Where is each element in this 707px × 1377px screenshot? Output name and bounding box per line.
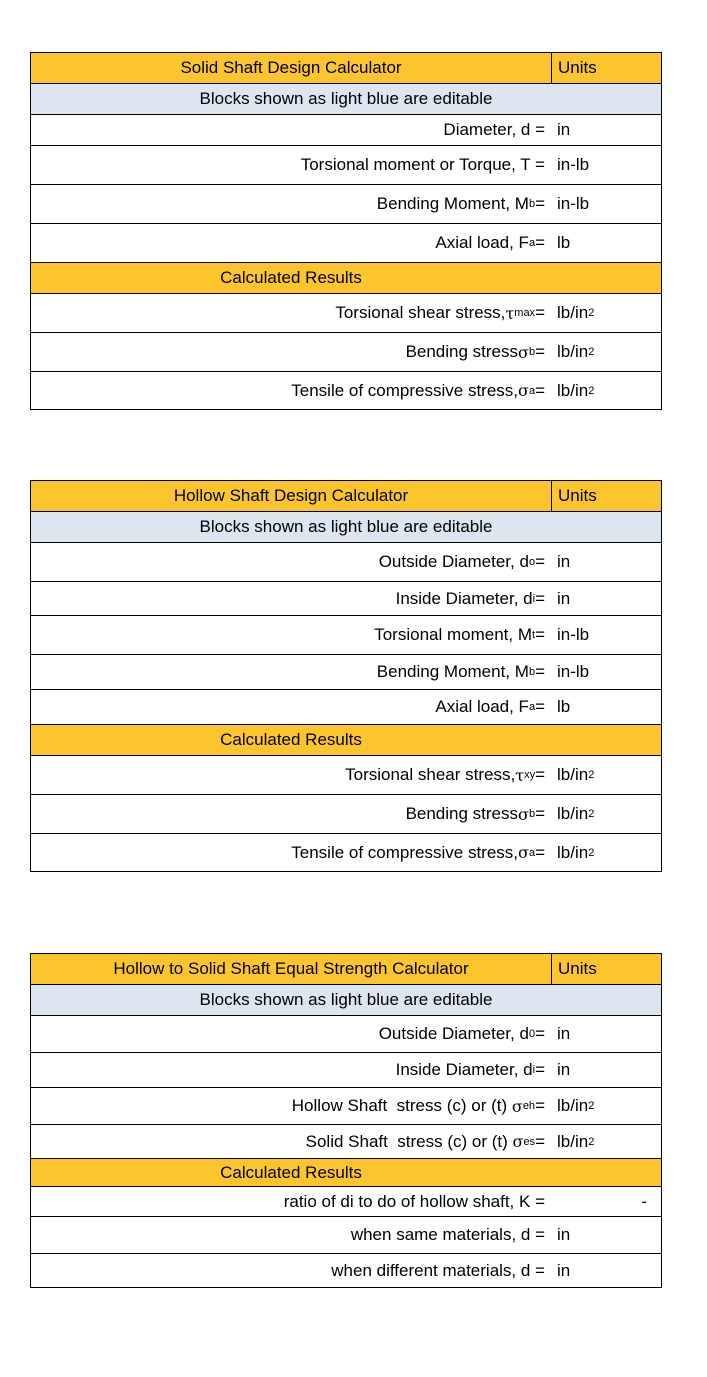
torsional-moment-unit: in-lb: [557, 625, 590, 644]
outside-diameter-row: [30, 1016, 662, 1053]
bending-moment-unit: in-lb: [557, 662, 590, 681]
inside-diameter-row: [30, 582, 662, 616]
axial-load-unit: lb: [557, 697, 571, 716]
same-materials-row: [30, 1217, 662, 1254]
torsional-stress-label: Torsional shear stress, τ max =: [335, 303, 545, 323]
diameter-unit: in: [557, 120, 571, 139]
bending-stress-unit: lb/in 2: [557, 342, 595, 361]
different-materials-label: when different materials, d =: [331, 1260, 545, 1280]
axial-load-label: Axial load, F a =: [435, 697, 545, 716]
tensile-stress-label: Tensile of compressive stress, σ a =: [291, 380, 545, 400]
torsional-stress-row: [30, 756, 662, 795]
bending-stress-unit: lb/in 2: [557, 804, 595, 823]
torsional-stress-unit: lb/in 2: [557, 303, 595, 322]
calculator-title: Solid Shaft Design Calculator: [180, 58, 402, 77]
calculator-title: Hollow to Solid Shaft Equal Strength Calculator: [113, 959, 469, 978]
editable-note: Blocks shown as light blue are editable: [30, 512, 662, 543]
calculated-results-header: Calculated Results: [30, 725, 662, 756]
units-header: Units: [551, 53, 661, 83]
inside-diameter-label: Inside Diameter, d i =: [395, 588, 545, 608]
diameter-label: Diameter, d =: [443, 120, 545, 139]
editable-note: Blocks shown as light blue are editable: [30, 985, 662, 1016]
outside-diameter-label: Outside Diameter, d 0 =: [378, 1024, 545, 1043]
bending-moment-unit: in-lb: [557, 194, 590, 213]
inside-diameter-row: [30, 1053, 662, 1088]
axial-load-row: [30, 690, 662, 725]
torsional-stress-unit: lb/in 2: [557, 765, 595, 784]
bending-moment-label: Bending Moment, M b =: [376, 662, 545, 681]
tensile-stress-unit: lb/in 2: [557, 842, 595, 862]
axial-load-label: Axial load, F a =: [435, 233, 545, 252]
bending-stress-row: [30, 333, 662, 372]
tensile-stress-row: [30, 372, 662, 410]
torque-unit: in-lb: [557, 155, 590, 174]
solid-shaft-calculator: [30, 52, 662, 410]
units-header: Units: [551, 954, 661, 984]
bending-moment-row: [30, 655, 662, 690]
bending-stress-label: Bending stress σ b =: [405, 342, 545, 362]
hollow-shaft-stress-label: Hollow Shaft stress (c) or (t) σ eh =: [291, 1096, 545, 1116]
editable-note: Blocks shown as light blue are editable: [30, 84, 662, 115]
bending-moment-label: Bending Moment, M b =: [376, 194, 545, 213]
outside-diameter-unit: in: [557, 552, 571, 571]
outside-diameter-label: Outside Diameter, d o =: [378, 552, 545, 571]
calculator-header: [30, 954, 662, 985]
tensile-stress-label: Tensile of compressive stress, σ a =: [291, 842, 545, 862]
solid-shaft-stress-unit: lb/in 2: [557, 1131, 595, 1151]
solid-shaft-stress-label: Solid Shaft stress (c) or (t) σ es =: [305, 1131, 545, 1151]
inside-diameter-unit: in: [557, 588, 571, 608]
calculated-results-header: Calculated Results: [30, 1159, 662, 1187]
inside-diameter-label: Inside Diameter, d i =: [395, 1060, 545, 1079]
tensile-stress-row: [30, 834, 662, 872]
units-header: Units: [551, 481, 661, 511]
diameter-row: [30, 115, 662, 146]
inside-diameter-unit: in: [557, 1060, 571, 1079]
bending-stress-label: Bending stress σ b =: [405, 804, 545, 824]
ratio-unit: -: [641, 1191, 647, 1211]
calculator-header: [30, 53, 662, 84]
hollow-shaft-calculator: [30, 480, 662, 872]
torsional-moment-row: [30, 616, 662, 655]
bending-moment-row: [30, 185, 662, 224]
torsional-moment-label: Torsional moment, M t =: [374, 625, 545, 644]
calculated-results-header: Calculated Results: [30, 263, 662, 294]
calculator-header: [30, 481, 662, 512]
torsional-stress-row: [30, 294, 662, 333]
hollow-shaft-stress-row: [30, 1088, 662, 1125]
axial-load-row: [30, 224, 662, 263]
torque-label: Torsional moment or Torque, T =: [300, 155, 545, 174]
same-materials-unit: in: [557, 1225, 571, 1244]
equal-strength-calculator: [30, 953, 662, 1288]
bending-stress-row: [30, 795, 662, 834]
torque-row: [30, 146, 662, 185]
solid-shaft-stress-row: [30, 1125, 662, 1159]
ratio-row: [30, 1187, 662, 1217]
torsional-stress-label: Torsional shear stress, τ xy =: [345, 765, 545, 785]
different-materials-row: [30, 1254, 662, 1288]
ratio-label: ratio of di to do of hollow shaft, K =: [283, 1191, 545, 1211]
outside-diameter-unit: in: [557, 1024, 571, 1043]
calculator-title: Hollow Shaft Design Calculator: [173, 486, 409, 505]
different-materials-unit: in: [557, 1260, 571, 1280]
tensile-stress-unit: lb/in 2: [557, 380, 595, 400]
same-materials-label: when same materials, d =: [350, 1225, 545, 1244]
hollow-shaft-stress-unit: lb/in 2: [557, 1096, 595, 1115]
outside-diameter-row: [30, 543, 662, 582]
axial-load-unit: lb: [557, 233, 571, 252]
